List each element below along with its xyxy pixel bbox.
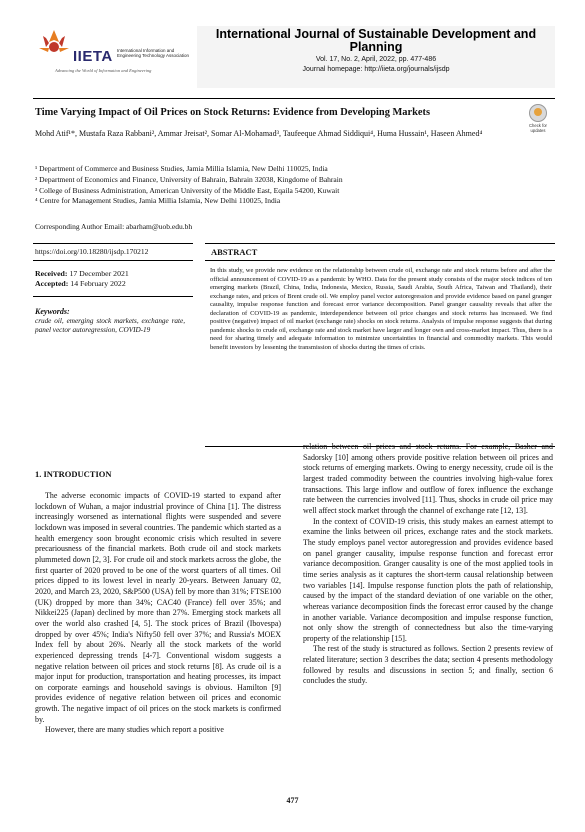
received-date-row — [35, 269, 129, 279]
info-top-rule — [33, 243, 193, 244]
logo-association-name: International Information and Engineering Technology Association — [117, 48, 189, 59]
article-dates — [35, 269, 129, 289]
keywords-heading: Keywords: — [35, 307, 70, 316]
corresponding-author: Corresponding Author Email: abarham@uob.edu.bh — [35, 222, 193, 231]
accepted-date-row — [35, 279, 129, 289]
journal-title: International Journal of Sustainable Development and Planning — [215, 27, 537, 54]
iieta-logo-emblem-icon — [35, 28, 73, 66]
accepted-label: Accepted: — [35, 279, 69, 288]
keywords-list: crude oil, emerging stock markets, exchange rate, panel vector autoregression, COVID-19 — [35, 317, 185, 334]
journal-volume: Vol. 17, No. 2, April, 2022, pp. 477-486 — [315, 56, 437, 63]
check-for-updates-icon — [529, 104, 547, 122]
journal-homepage[interactable]: Journal homepage: http://iieta.org/journals/ijsdp — [302, 66, 450, 73]
accepted-date: 14 February 2022 — [70, 279, 126, 288]
affiliation-item: ¹ Department of Commerce and Business Studies, Jamia Millia Islamia, New Delhi 110025, India — [35, 164, 328, 173]
section-heading-introduction: 1. INTRODUCTION — [35, 469, 112, 479]
abstract-heading: ABSTRACT — [211, 247, 258, 257]
doi-link[interactable]: https://doi.org/10.18280/ijsdp.170212 — [35, 247, 149, 256]
logo-tagline: Advancing the World of Information and Engineering — [55, 68, 152, 73]
body-paragraph: The adverse economic impacts of COVID-19 started to expand after lockdown of Wuhan, a major industrial province of China [1]. The distress increasingly worsened as international flights were suspended and severe lockdown was imposed in several countries. The pandemic which started as a health emergency soon brought economic crisis which resulted in severe precariousness of the financial markets. Both crude oil and stock markets plummeted down [2, 3]. For crude oil and stock markets across the globe, the first quarter of 2020 proved to be one of the worst quarters of all times. Oil prices dipped to its lowest level in nearly 20-years. Between January 02, 2020, and March 23, 2020, S&P500 (USA) fell by more than 31%; FTSE100 (UK) dropped by more than 34%; CAC40 (France) fell over 35%; and Nikkei225 (Japan) declined by more than 27%. Emerging stock markets all over the world also crashed [4, 5]. The stock prices of Brazil (Ibovespa) dropped by over 45%; India's Nifty50 fell over 37%; and Russia's MOEX Index fell by about 26%. Nearly all the stock markets of the world experienced depressing trends [4-7]. Conventional wisdom suggests a negative relation between oil prices and stock returns [8]. As crude oil is a major input for production, transportation and heating processes, its impact on corporate earnings and household savings is obvious. Hamilton [9] provides evidence of negative relation between oil prices and economic growth. The negative impact of oil prices on the stock markets is confirmed by. — [35, 491, 281, 724]
affiliation-item: ³ College of Business Administration, American University of the Middle East, Eqaila 54200, Kuwait — [35, 185, 340, 195]
affiliation-item: ⁴ Centre for Management Studies, Jamia Millia Islamia, New Delhi 110025, India — [35, 196, 281, 206]
abstract-rule — [205, 260, 555, 261]
affiliations — [35, 164, 535, 207]
affiliation-item: ² Department of Economics and Finance, University of Bahrain, Bahrain 32038, Kingdome of Bahrain — [35, 174, 343, 184]
abstract-text: In this study, we provide new evidence on the relationship between crude oil, exchange rate and stock returns before and after the official announcement of COVID-19 as a pandemic by WHO. Data for the present study consists of the major stock indices of ten emerging markets (Brazil, China, India, Indonesia, Mexico, Russia, Saudi Arabia, South Africa, Taiwan and Thailand), their exchange rates, and prices of Brent crude oil. We employ panel vector autoregression and provide evidence based on panel granger causality, impulse response function and forecast error variance decomposition. Panel granger causality reveals that after the declaration of COVID-19 as pandemic, interdependence between oil price changes and stock returns has increased. We find positive (negative) impact of oil market (exchange rate) shocks on stock returns. Analysis of impulse response suggests that during pandemic shocks to crude oil, exchange rate and stock market have larger and longer own and cross-market impact. Thus, there is a need for sharing timely and adequate information to minimize uncertainties in financial and commodity markets. This would benefit investors by lessening the transmission of shocks during the times of crisis. — [210, 267, 552, 351]
body-column-right — [303, 442, 553, 687]
logo-wordmark: IIETA — [73, 48, 113, 65]
body-paragraph: The rest of the study is structured as follows. Section 2 presents review of related literature; section 3 describes the data; section 4 presents methodology followed by results and discussions in section 5; and finally, section 6 concludes the study. — [303, 644, 553, 686]
author-list: Mohd Atif¹*, Mustafa Raza Rabbani², Ammar Jreisat², Somar Al-Mohamad³, Taufeeque Ahmad Siddiqui⁴, Huma Hussain¹, Haseen Ahmed⁴ — [35, 129, 483, 138]
dates-rule — [33, 296, 193, 297]
received-date: 17 December 2021 — [69, 269, 129, 278]
received-label: Received: — [35, 269, 68, 278]
body-paragraph: relation between oil prices and stock returns. For example, Basher and Sadorsky [10] among others provide positive relation between oil prices and stock returns of emerging markets. Owing to energy necessity, crude oil is the largest traded commodity between the countries involving high-value forex transactions. This large inflow and outflow of forex influence the exchange rate between the currencies involved [11]. Thus, shocks in crude oil price may well affect stock market through the channel of exchange rate [12, 13]. — [303, 442, 553, 515]
body-paragraph: However, there are many studies which report a positive — [45, 725, 224, 735]
header-divider — [33, 98, 555, 99]
iieta-logo — [35, 28, 190, 76]
check-for-updates-badge[interactable] — [524, 104, 552, 142]
body-column-left — [35, 491, 281, 736]
check-for-updates-label: Check for updates — [529, 123, 547, 133]
page-number: 477 — [286, 796, 299, 805]
body-paragraph: In the context of COVID-19 crisis, this study makes an earnest attempt to examine the links between oil prices, exchange rates and the stock markets. The study employs panel vector autoregression and provides evidence based on panel granger causality, impulse response function and forecast error variance decomposition. Granger causality is one of the most applied tools in time series analysis as it captures the short-term causal relationship between two variables [14]. Impulse response function plots the path of relationship, caused by the impact of the standard deviation of one variable on the other, whereas variance decomposition finds the forecast error caused by the change in another variable. Variance decomposition and impulse response function, not only show the strength of connectedness but also the time-varying property of the relationship [15]. — [303, 516, 553, 643]
info-rule — [33, 260, 193, 261]
abstract-top-rule — [205, 243, 555, 244]
journal-header — [197, 26, 555, 88]
paper-title: Time Varying Impact of Oil Prices on Stock Returns: Evidence from Developing Markets — [35, 107, 431, 118]
